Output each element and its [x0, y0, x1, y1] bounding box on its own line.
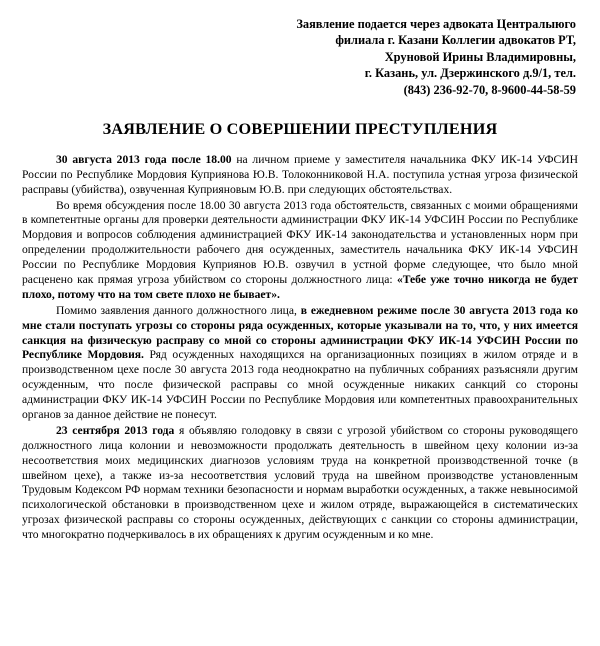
paragraph-2-text: Во время обсуждения после 18.00 30 августа 2013 года обстоятельств, связанных с моими обращениями в компетентные органы для проверки деятельности администрации ФКУ ИК-14 УФСИН России по Республике Мордовия и вопросов соблюдения администрацией ФКУ ИК-14 законодательства и установленных норм при определении продолжительности рабочего дня осужденных, заместитель начальника ФКУ ИК-14 УФСИН России по Республике Мордовия Куприянов Ю.В. озвучил в устной форме следующее, что было мной расценено как прямая угроза убийством со стороны должностного лица:: [22, 198, 578, 286]
paragraph-4-text: я объявляю голодовку в связи с угрозой убийством со стороны руководящего должностного лица колонии и невозможности продолжать деятельность в швейном цеху колонии из-за несоответствия моих медицинских диагнозов условиям труда на конкретной производственной точке (в швейном цехе), а также из-за несоответствия условий труда на швейном производстве установленным Трудовым Кодексом РФ нормам техники безопасности и нормам выработки осужденных, а также невыносимой психологической обстановки в производственном цехе и жилом отряде, выражающейся в систематических угрозах физической расправы со стороны осужденных, действующих с санкции со стороны администрации, что многократно подчеркивалось в их обращениях к другим осужденным и ко мне.: [22, 423, 578, 542]
paragraph-3-text-tail: Ряд осужденных находящихся на организационных позициях в жилом отряде и в производственном цехе после 30 августа 2013 года неоднократно на публичных собраниях разъясняли другим осужденным, что после физической расправы со мной осужденные никаких санкций со стороны администрации ФКУ ИК-14 УФСИН России по Республике Мордовия или компетентных правоохранительных органов за данное действие не понесут.: [22, 348, 578, 422]
addressee-line-3: Хруновой Ирины Владимировны,: [384, 49, 576, 64]
page-title: ЗАЯВЛЕНИЕ О СОВЕРШЕНИИ ПРЕСТУПЛЕНИЯ: [102, 119, 498, 138]
addressee-block: [22, 16, 576, 98]
paragraph-1-text: на личном приеме у заместителя начальника ФКУ ИК-14 УФСИН России по Республике Мордовия Куприянова Ю.В. Толоконниковой Н.А. поступила устная угроза физической расправы (убийства), озвученная Куприяновым Ю.В. при следующих обстоятельствах.: [22, 152, 578, 196]
paragraph-4: [22, 424, 578, 543]
paragraph-1-bold-lead: 30 августа 2013 года после 18.00: [56, 152, 232, 166]
paragraph-3: [22, 304, 578, 423]
document-body: [22, 153, 578, 543]
paragraph-2: [22, 199, 578, 303]
addressee-line-2: филиала г. Казани Коллегии адвокатов РТ,: [335, 33, 576, 48]
paragraph-2-bold-tail: «Тебе уже точно никогда не будет плохо, потому что на том свете плохо не бывает».: [22, 273, 578, 301]
addressee-line-5: (843) 236-92-70, 8-9600-44-58-59: [403, 82, 576, 97]
addressee-line-1: Заявление подается через адвоката Централыюго: [296, 17, 576, 31]
addressee-line-4: г. Казань, ул. Дзержинского д.9/1, тел.: [364, 66, 576, 81]
paragraph-1: [22, 153, 578, 198]
paragraph-3-text-lead: Помимо заявления данного должностного лица,: [56, 303, 301, 317]
paragraph-3-bold-mid: в ежедневном режиме после 30 августа 2013 года ко мне стали поступать угрозы со стороны ряда осужденных, которые указывали на то, что, у них имеется санкция на физическую расправу со мной со стороны администрации ФКУ ИК-14 УФСИН России по Республике Мордовия.: [22, 303, 578, 362]
paragraph-4-bold-lead: 23 сентября 2013 года: [56, 423, 175, 437]
